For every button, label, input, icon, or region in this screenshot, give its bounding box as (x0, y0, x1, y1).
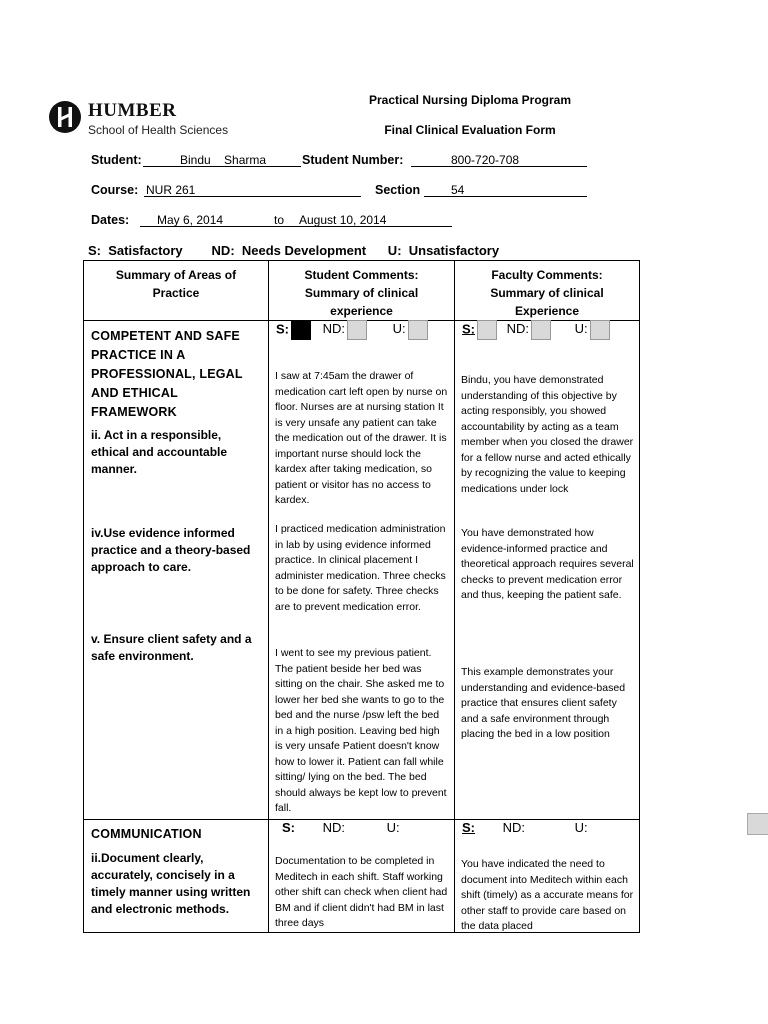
humber-logo (48, 96, 238, 142)
nd-checkbox[interactable] (531, 320, 551, 340)
nd-checkbox[interactable] (347, 320, 367, 340)
faculty-comment: This example demonstrates your understanding and evidence-based practice that ensures client safety and a safe environment through placing the bed in a low position (461, 666, 626, 740)
student-comment: I practiced medication administration in lab by using evidence informed practice. In clinical placement I administer medication. Three checks to be done for safety. Three checks are to prevent medication error. (275, 523, 446, 613)
areas-cell-competent (84, 321, 269, 820)
u-label: U: (392, 321, 406, 337)
nd-label: ND: (322, 321, 346, 337)
section-value: 54 (451, 183, 465, 197)
section-title-competent: COMPETENT AND SAFE PRACTICE IN A PROFESSIONAL, LEGAL AND ETHICAL FRAMEWORK (91, 329, 243, 419)
logo-name: HUMBER (88, 100, 177, 121)
u-label: U: (574, 820, 588, 835)
s-label: S: (462, 820, 475, 835)
area-item: v. Ensure client safety and a safe environment. (91, 632, 252, 663)
area-item: iv.Use evidence informed practice and a theory-based approach to care. (91, 526, 251, 574)
student-comments-cell (269, 321, 455, 820)
date-from: May 6, 2014 (157, 213, 224, 227)
faculty-rating-row (462, 320, 610, 340)
rating-legend: S: Satisfactory ND: Needs Development U: Unsatisfactory (88, 243, 500, 258)
form-title: Final Clinical Evaluation Form (384, 123, 556, 137)
student-comment: Documentation to be completed in Meditech in each shift. Staff working other shift can check when client had BM and if client didn't had BM in last three days (275, 855, 448, 929)
nd-label: ND: (506, 321, 530, 337)
header-areas: Summary of Areas of Practice (84, 261, 269, 321)
header-student-comments: Student Comments: Summary of clinical experience (269, 261, 455, 321)
student-label: Student: (91, 153, 142, 167)
student-number-value: 800-720-708 (451, 153, 520, 167)
faculty-comments-cell (455, 321, 640, 820)
dates-label: Dates: (91, 213, 130, 227)
student-comment: I went to see my previous patient. The patient beside her bed was sitting on the chair. She asked me to lower her bed she wants to go to the bed and the nurse /psw left the bed in a high position. Leaving bed high is very unsafe Patient doesn't know how to lower it. Patient can fall while sitting/ lying on the bed. The bed should always be kept low to prevent fall. (275, 647, 447, 814)
u-label: U: (386, 820, 400, 835)
date-to-label: to (274, 213, 285, 227)
section-label: Section (375, 183, 421, 197)
faculty-comment: You have demonstrated how evidence-informed practice and theoretical approach requires several checks to prevent medication error and thus, keeping the patient safe. (461, 527, 634, 601)
student-name: Bindu Sharma (180, 153, 267, 167)
s-checkbox[interactable] (477, 320, 497, 340)
s-label: S: (282, 820, 295, 835)
student-comments-cell-communication (269, 820, 455, 933)
nd-label: ND: (322, 820, 346, 835)
evaluation-table (83, 260, 640, 933)
student-number-label: Student Number: (302, 153, 404, 167)
u-checkbox[interactable] (590, 320, 610, 340)
u-checkbox[interactable] (408, 320, 428, 340)
s-checkbox[interactable] (291, 320, 311, 340)
date-to: August 10, 2014 (299, 213, 387, 227)
course-value: NUR 261 (146, 183, 196, 197)
faculty-rating-row-communication (462, 820, 588, 835)
section-title-communication: COMMUNICATION (91, 827, 202, 841)
course-label: Course: (91, 183, 139, 197)
table-row (84, 321, 640, 820)
areas-cell-communication (84, 820, 269, 933)
nd-label: ND: (502, 820, 526, 835)
side-checkbox[interactable] (747, 813, 768, 835)
area-item: ii.Document clearly, accurately, concisely in a timely manner using written and electronic methods. (91, 851, 251, 916)
logo-school: School of Health Sciences (88, 123, 229, 137)
table-header-row (84, 261, 640, 321)
header-faculty-comments: Faculty Comments: Summary of clinical Experience (455, 261, 640, 321)
student-rating-row-communication (282, 820, 400, 835)
faculty-comment: You have indicated the need to document into Meditech within each shift (timely) as a accurate means for other staff to provide care based on the data placed (461, 858, 634, 932)
faculty-comments-cell-communication (455, 820, 640, 933)
s-label: S: (276, 321, 289, 337)
u-label: U: (574, 321, 588, 337)
s-label: S: (462, 321, 475, 337)
area-item: ii. Act in a responsible, ethical and accountable manner. (91, 428, 228, 476)
program-title: Practical Nursing Diploma Program (368, 93, 572, 107)
faculty-comment: Bindu, you have demonstrated understanding of this objective by acting responsibly, you showed accountability by acting as a team member when you closed the drawer for a fellow nurse and acted ethically by recognizing the value to keeping medications under lock (461, 374, 634, 495)
student-rating-row (276, 320, 428, 340)
student-comment: I saw at 7:45am the drawer of medication cart left open by nurse on floor. Nurses are at nursing station It is very unsafe any patient can take the medication out of the drawer. It is important nurse should lock the kardex after taking medication, so patient or visitor has no access to kardex. (275, 370, 448, 506)
table-row (84, 820, 640, 933)
humber-h-icon (48, 100, 82, 134)
section-underline (424, 196, 587, 197)
